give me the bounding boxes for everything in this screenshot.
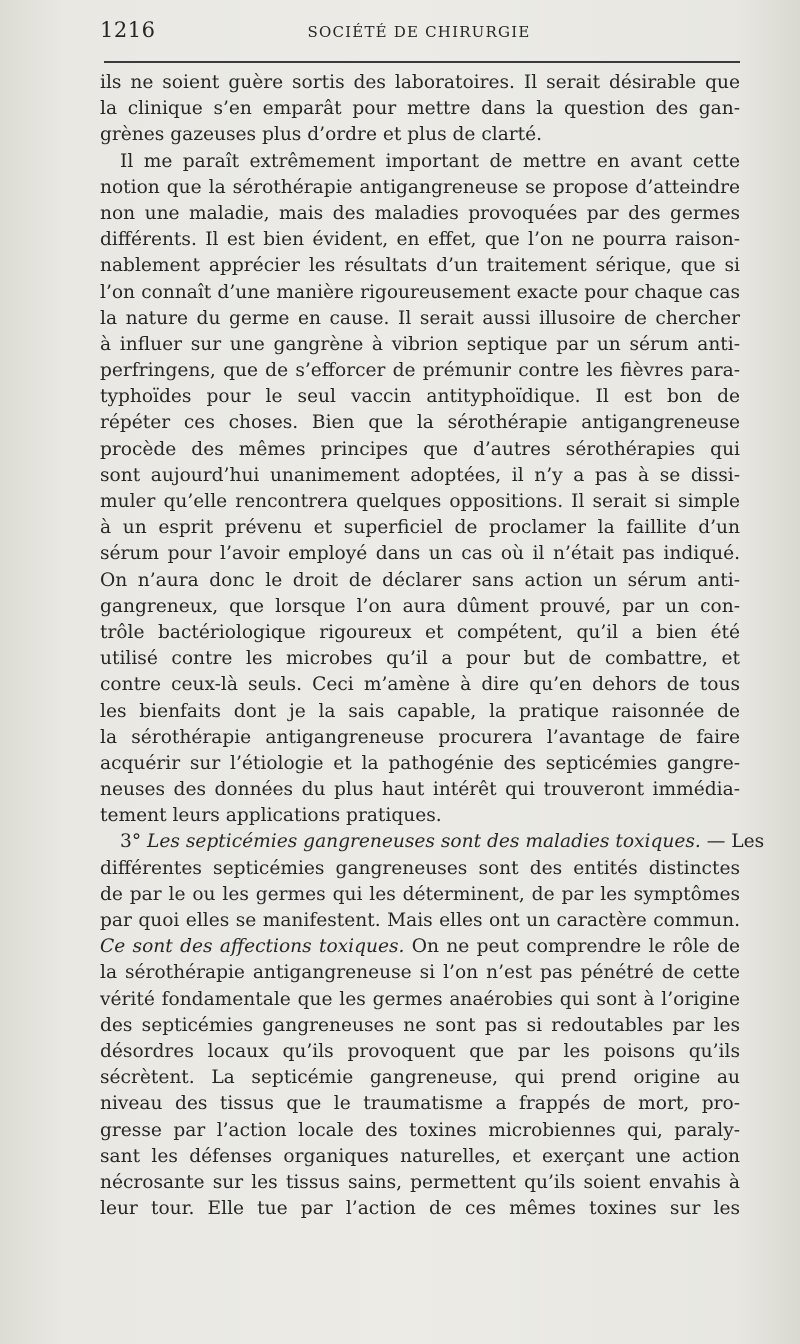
text-line: des septicémies gangreneuses ne sont pas si redoutables par les [100,1014,740,1036]
text-line: sant les défenses organiques naturelles, et exerçant une action [100,1145,740,1167]
text-fragment: — Les [700,831,765,853]
section-heading-italic: Les septicémies gangreneuses sont des maladies toxiques. [147,831,701,853]
text-fragment: On ne peut comprendre le rôle de [404,936,740,958]
text-line: grènes gazeuses plus d’ordre et plus de clarté. [100,124,543,146]
text-line: gangreneux, que lorsque l’on aura dûment prouvé, par un con- [100,595,740,617]
text-line: à un esprit prévenu et superficiel de proclamer la faillite d’un [100,517,740,539]
text-line: par quoi elles se manifestent. Mais elles ont un caractère commun. [100,910,740,931]
running-title: SOCIÉTÉ DE CHIRURGIE [307,23,531,41]
italic-phrase: Ce sont des affections toxiques. [100,936,405,958]
section-number: 3° [120,831,148,853]
text-line: à influer sur une gangrène à vibrion septique par un sérum anti- [100,333,740,355]
page-number: 1216 [100,18,156,42]
text-line: neuses des données du plus haut intérêt qui trouveront immédia- [100,779,740,801]
text-line: désordres locaux qu’ils provoquent que par les poisons qu’ils [100,1040,740,1062]
text-line: la nature du germe en cause. Il serait aussi illusoire de chercher [100,307,740,329]
text-line: perfringens, que de s’efforcer de prémunir contre les fièvres para- [100,360,740,382]
text-line: nablement apprécier les résultats d’un traitement sérique, que si [100,255,740,277]
text-line: contre ceux-là seuls. Ceci m’amène à dire qu’en dehors de tous [100,674,740,696]
text-line: procède des mêmes principes que d’autres sérothérapies qui [100,438,740,460]
text-line: sérum pour l’avoir employé dans un cas où il n’était pas indiqué. [100,543,740,565]
text-line: la clinique s’en emparât pour mettre dans la question des gan- [100,98,740,120]
text-line: gresse par l’action locale des toxines microbiennes qui, paraly- [100,1119,740,1141]
text-line: de par le ou les germes qui les déterminent, de par les symptômes [100,883,740,905]
text-line: notion que la sérothérapie antigangreneuse se propose d’atteindre [100,176,740,198]
text-line: les bienfaits dont je la sais capable, la pratique raisonnée de [100,700,740,722]
header-rule [104,61,740,63]
text-line: tement leurs applications pratiques. [100,805,442,827]
text-line: sécrètent. La septicémie gangreneuse, qui prend origine au [100,1067,740,1089]
text-line: ils ne soient guère sortis des laboratoires. Il serait désirable que [100,72,740,93]
text-line: trôle bactériologique rigoureux et compétent, qu’il a bien été [100,621,740,643]
text-line: non une maladie, mais des maladies provoquées par des germes [100,202,740,224]
text-line: muler qu’elle rencontrera quelques oppositions. Il serait si simple [100,491,740,512]
text-line: la sérothérapie antigangreneuse si l’on n’est pas pénétré de cette [100,962,740,984]
text-line: acquérir sur l’étiologie et la pathogénie des septicémies gangre- [100,752,740,774]
text-line: la sérothérapie antigangreneuse procurera l’avantage de faire [100,726,740,748]
text-line: niveau des tissus que le traumatisme a frappés de mort, pro- [100,1093,740,1115]
text-line: l’on connaît d’une manière rigoureusement exacte pour chaque cas [100,281,740,303]
text-line: sont aujourd’hui unanimement adoptées, il n’y a pas à se dissi- [100,464,740,486]
text-line: différentes septicémies gangreneuses sont des entités distinctes [100,857,740,879]
body-text [100,70,765,1222]
text-line: différents. Il est bien évident, en effet, que l’on ne pourra raison- [100,229,740,251]
text-line: nécrosante sur les tissus sains, permettent qu’ils soient envahis à [100,1171,740,1193]
page-header [100,14,738,46]
text-line: utilisé contre les microbes qu’il a pour but de combattre, et [100,648,740,670]
text-line: vérité fondamentale que les germes anaérobies qui sont à l’origine [100,988,740,1010]
text-line: On n’aura donc le droit de déclarer sans action un sérum anti- [100,569,740,591]
text-line: leur tour. Elle tue par l’action de ces mêmes toxines sur les [100,1198,740,1220]
text-line [100,934,740,960]
text-line: Il me paraît extrêmement important de mettre en avant cette [120,150,740,172]
text-line: typhoïdes pour le seul vaccin antityphoïdique. Il est bon de [100,386,740,408]
section-heading-line [100,829,765,855]
text-line: répéter ces choses. Bien que la sérothérapie antigangreneuse [100,412,740,434]
